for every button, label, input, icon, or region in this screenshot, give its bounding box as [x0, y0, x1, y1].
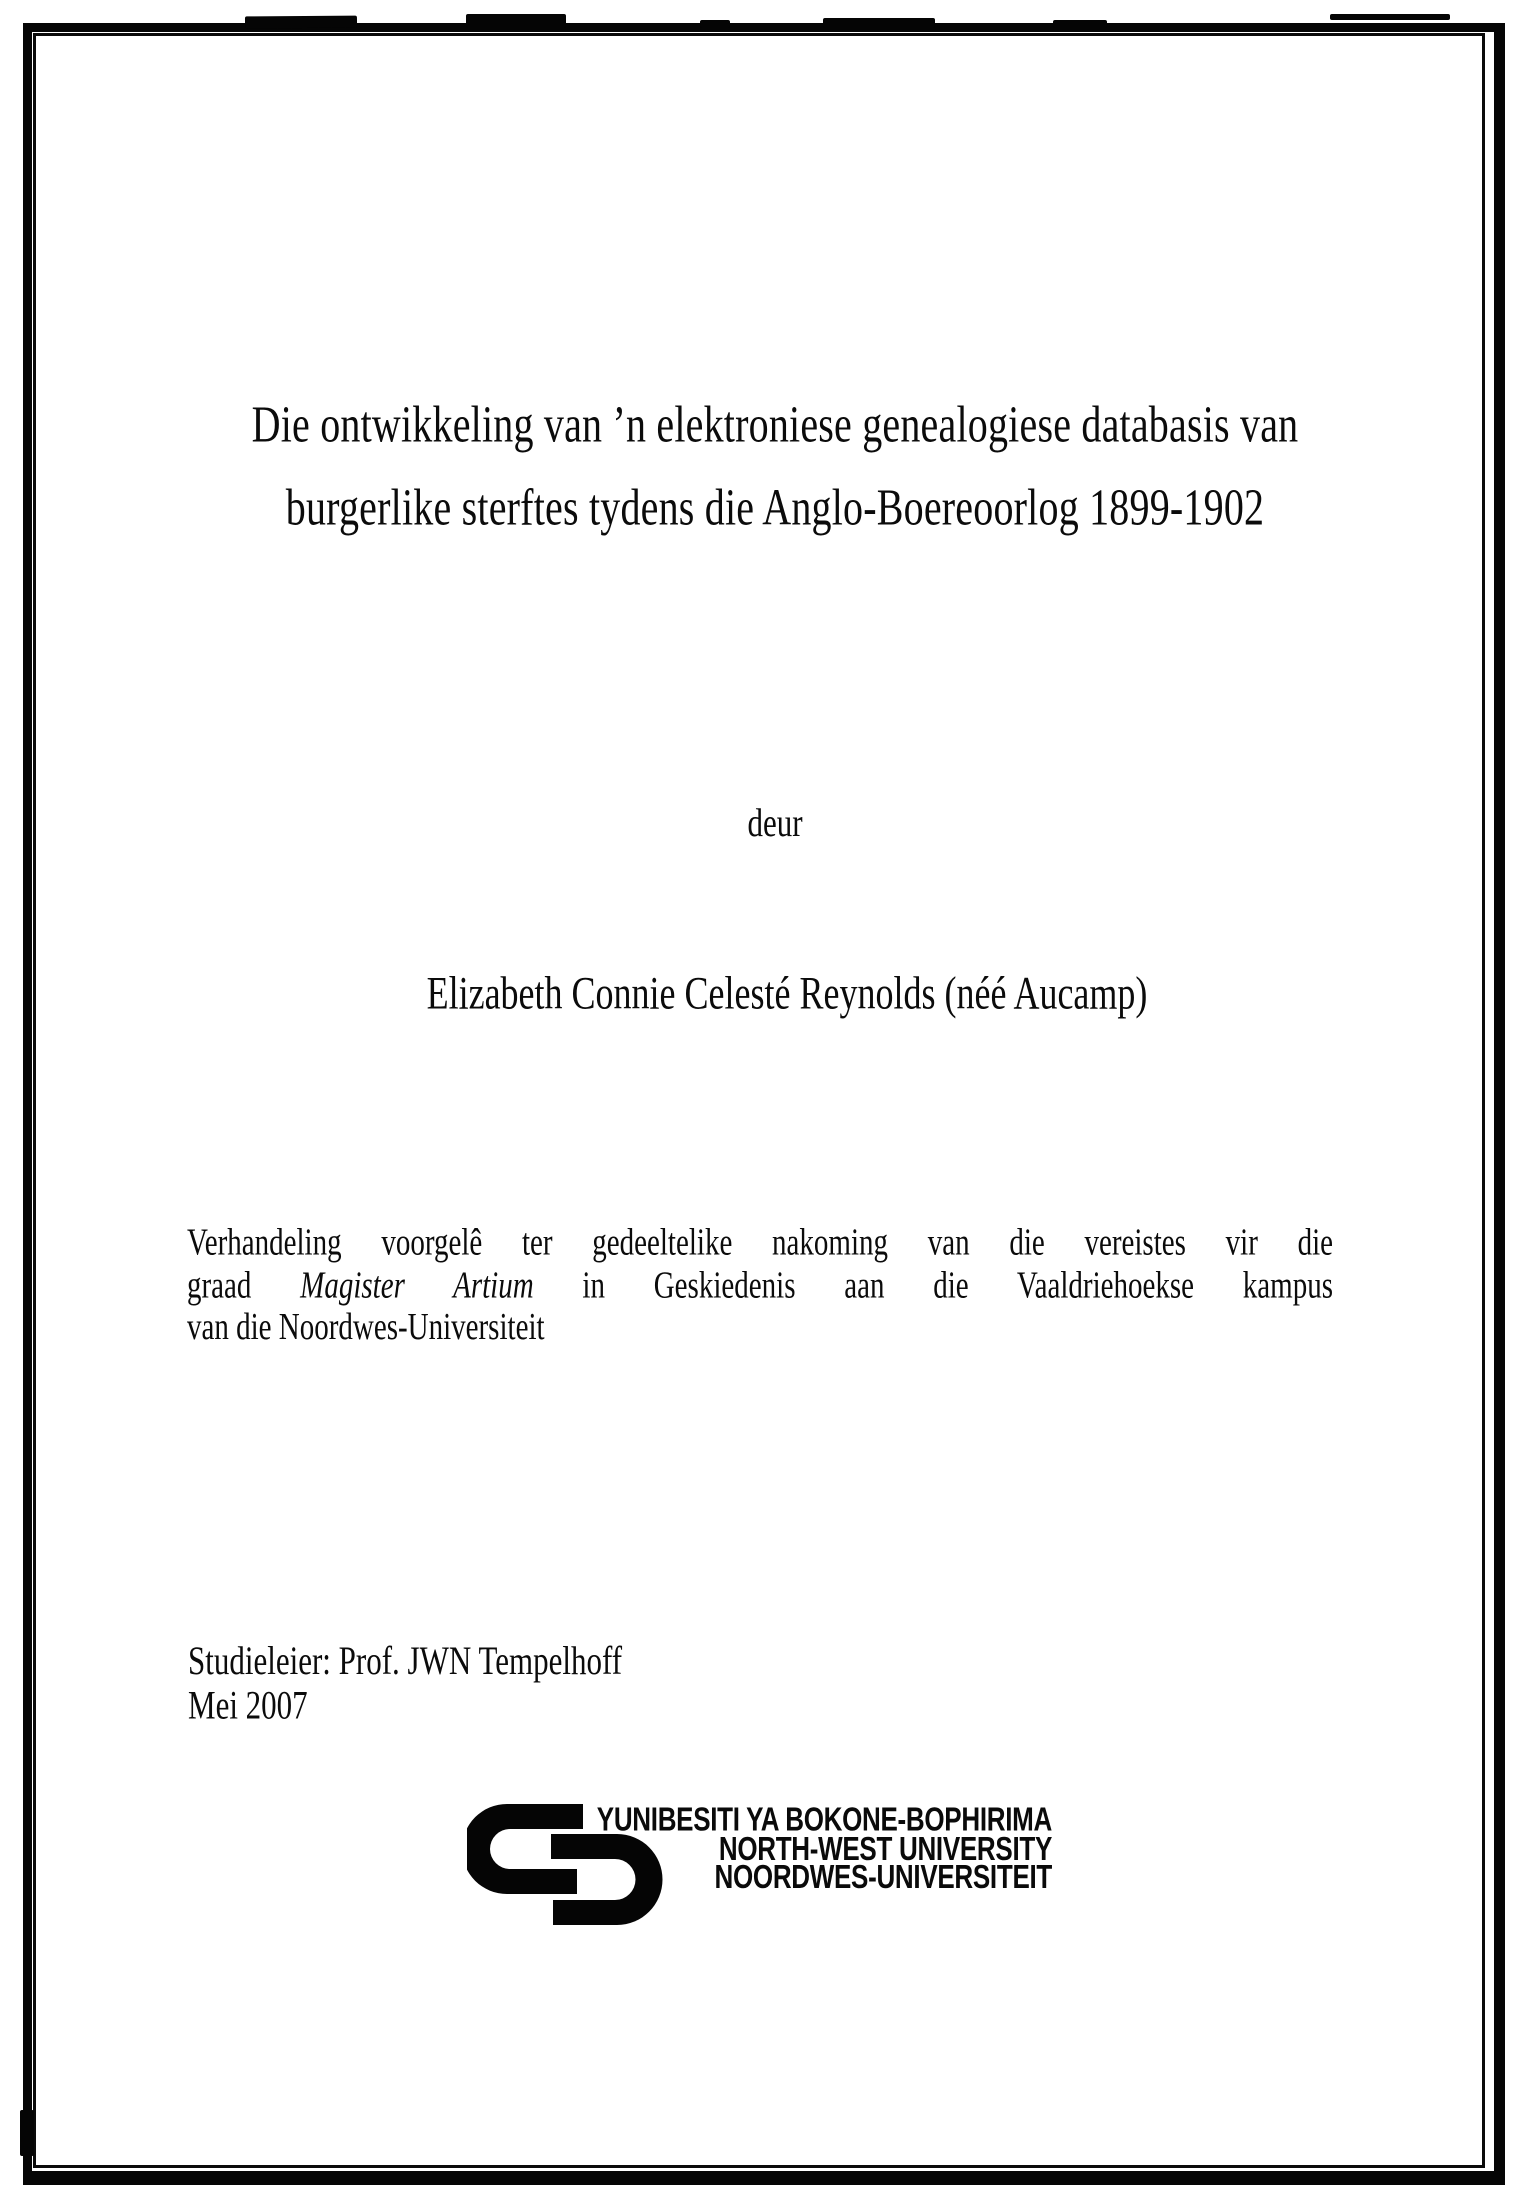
byline-word: deur	[747, 799, 803, 846]
submission-statement-line2	[187, 1264, 1333, 1306]
degree-name-italic: Magister Artium	[300, 1264, 534, 1306]
scan-artifact	[823, 18, 935, 28]
scan-artifact	[20, 2110, 34, 2156]
scan-artifact	[700, 20, 730, 28]
university-name-setswana: YUNIBESITI YA BOKONE-BOPHIRIMA	[596, 1799, 1052, 1839]
submission-statement	[187, 1222, 1333, 1349]
scan-artifact	[466, 14, 566, 28]
university-name-afrikaans: NOORDWES-UNIVERSITEIT	[714, 1857, 1052, 1896]
thesis-title-line2: burgerlike sterftes tydens die Anglo-Boereoorlog 1899-1902	[285, 477, 1265, 537]
university-wordmark	[552, 1799, 1052, 1896]
statement-line2-suffix: in Geskiedenis aan die Vaaldriehoekse kampus	[533, 1264, 1334, 1306]
submission-statement-line3: van die Noordwes-Universiteit	[187, 1306, 545, 1349]
supervisor-and-date	[188, 1639, 1088, 1727]
scan-artifact	[245, 16, 357, 29]
author-name: Elizabeth Connie Celesté Reynolds (néé Aucamp)	[426, 966, 1148, 1019]
statement-line2-prefix: graad	[187, 1264, 301, 1306]
thesis-title	[167, 383, 1383, 549]
thesis-title-line1: Die ontwikkeling van ’n elektroniese genealogiese databasis van	[251, 394, 1299, 454]
scan-artifact	[1330, 14, 1450, 20]
date-line: Mei 2007	[188, 1681, 308, 1728]
supervisor-line: Studieleier: Prof. JWN Tempelhoff	[188, 1637, 623, 1684]
scan-artifact	[1053, 20, 1107, 28]
university-name-english: NORTH-WEST UNIVERSITY	[718, 1828, 1052, 1868]
submission-statement-line1: Verhandeling voorgelê ter gedeeltelike nakoming van die vereistes vir die	[187, 1222, 1333, 1264]
